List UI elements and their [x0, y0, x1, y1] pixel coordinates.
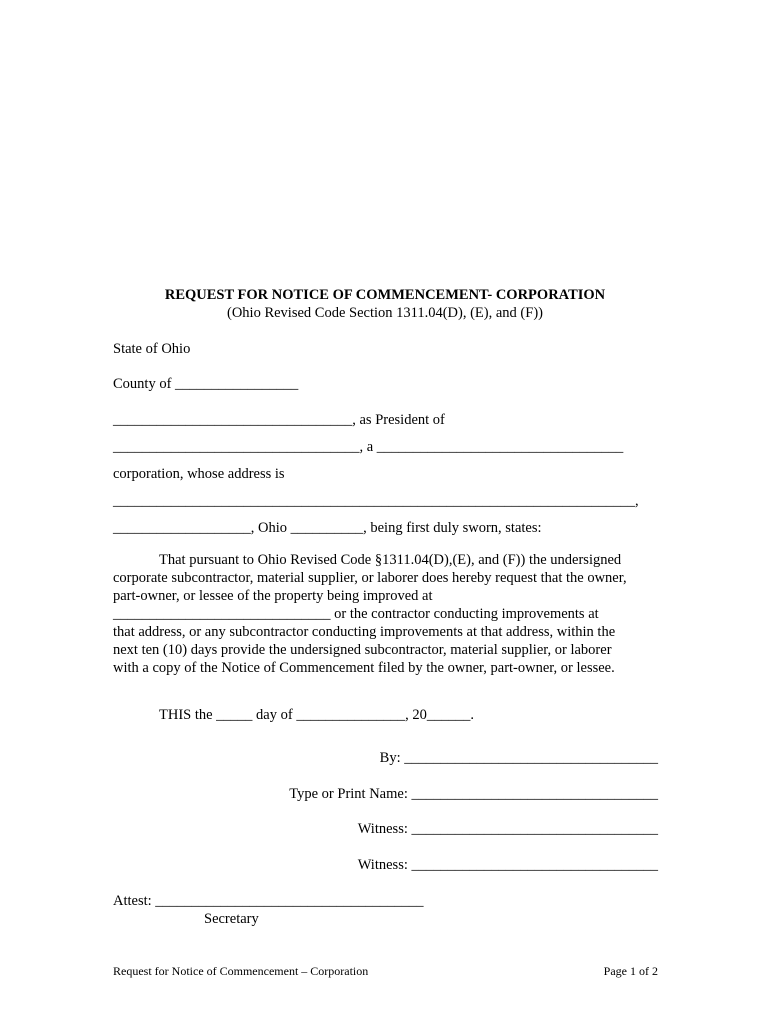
body-line: part-owner, or lessee of the property being improved at: [113, 588, 433, 604]
document-subtitle: (Ohio Revised Code Section 1311.04(D), (E), and (F)): [227, 305, 543, 321]
body-line: ______________________________ or the contractor conducting improvements at: [113, 606, 599, 622]
body-line: with a copy of the Notice of Commencement filed by the owner, part-owner, or lessee.: [113, 660, 615, 676]
attest-line: Attest: _____________________________________: [113, 893, 424, 909]
body-line: corporate subcontractor, material supplier, or laborer does hereby request that the owner,: [113, 570, 627, 586]
signature-by: By: ___________________________________: [379, 750, 658, 766]
state-line: State of Ohio: [113, 341, 191, 357]
body-paragraph: [113, 551, 658, 677]
date-line: THIS the _____ day of _______________, 20______.: [159, 707, 474, 723]
footer-page-number: Page 1 of 2: [603, 964, 658, 978]
footer-title: Request for Notice of Commencement – Corporation: [113, 964, 369, 978]
address-blank-line: ________________________________________________________________________,: [113, 493, 639, 509]
body-line: next ten (10) days provide the undersigned subcontractor, material supplier, or laborer: [113, 642, 612, 658]
secretary-label: Secretary: [204, 911, 259, 927]
address-intro: corporation, whose address is: [113, 466, 285, 482]
president-line: _________________________________, as President of: [113, 412, 445, 428]
signature-witness-2: Witness: __________________________________: [357, 857, 658, 873]
corporation-blank-line: __________________________________, a __________________________________: [113, 439, 624, 455]
signature-type-print-name: Type or Print Name: __________________________________: [289, 786, 658, 802]
county-line: County of _________________: [113, 376, 299, 392]
signature-witness-1: Witness: __________________________________: [357, 821, 658, 837]
city-line: ___________________, Ohio __________, being first duly sworn, states:: [113, 520, 542, 536]
body-line: That pursuant to Ohio Revised Code §1311.04(D),(E), and (F)) the undersigned: [159, 552, 622, 568]
body-line: that address, or any subcontractor conducting improvements at that address, within the: [113, 624, 616, 640]
document-title: REQUEST FOR NOTICE OF COMMENCEMENT- CORPORATION: [164, 287, 606, 303]
